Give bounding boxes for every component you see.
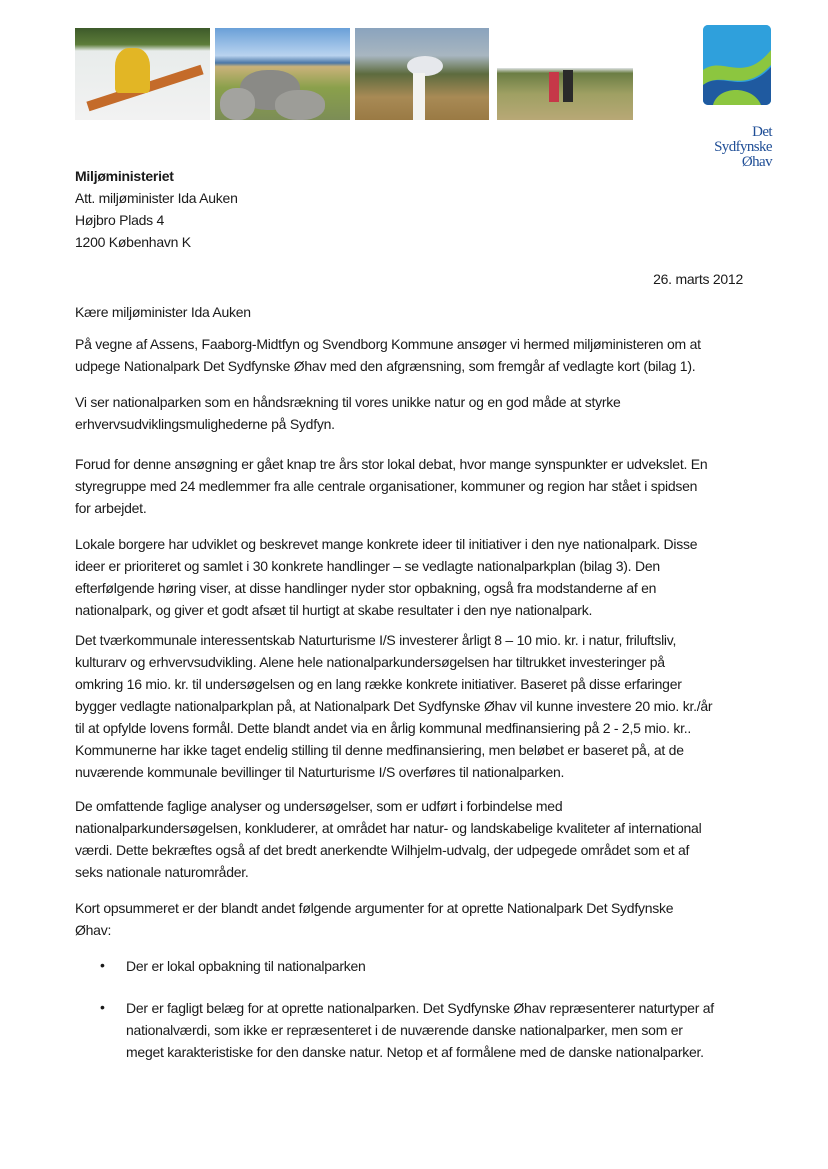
paragraph-line: bygger vedlagte nationalparkplan på, at Nationalpark Det Sydfynske Øhav vil kunne investere 20 mio. kr./år — [75, 698, 713, 714]
paragraph-line: Lokale borgere har udviklet og beskrevet mange konkrete ideer til initiativer i den nye nationalpark. Disse — [75, 536, 698, 552]
paragraph-line: nuværende kommunale bevillinger til Naturturisme I/S overføres til nationalparken. — [75, 764, 565, 780]
bullet-line: nationalværdi, som ikke er repræsenteret i de nuværende danske nationalparker, men som er — [126, 1022, 683, 1038]
paragraph-line: Kort opsummeret er der blandt andet følgende argumenter for at oprette Nationalpark Det Sydfynske — [75, 900, 674, 916]
logo-line: Øhav — [741, 154, 772, 170]
paragraph-line: nationalpark, og giver et godt afsæt til hurtigt at skabe resultater i den nye nationalpark. — [75, 602, 593, 618]
recipient-att: Att. miljøminister Ida Auken — [75, 190, 238, 206]
bullet-line: Der er fagligt belæg for at oprette nationalparken. Det Sydfynske Øhav repræsenterer naturtyper af — [126, 1000, 714, 1016]
bullet-line: meget karakteristiske for den danske natur. Netop et af formålene med de danske nationalparker. — [126, 1044, 704, 1060]
paragraph-line: De omfattende faglige analyser og undersøgelser, som er udført i forbindelse med — [75, 798, 563, 814]
paragraph — [75, 629, 712, 783]
bullet-item — [126, 997, 714, 1063]
paragraph — [75, 453, 707, 519]
bullet-icon: • — [100, 957, 105, 973]
bullet-item — [126, 955, 366, 977]
kayak-photo — [75, 28, 210, 120]
logo-line: Det — [752, 124, 772, 140]
paragraph-line: kulturarv og erhvervsudvikling. Alene hele nationalparkundersøgelsen har tiltrukket investeringer på — [75, 654, 665, 670]
tern-photo — [355, 28, 489, 120]
logo-line: Sydfynske — [714, 139, 772, 155]
recipient-org: Miljøministeriet — [75, 168, 174, 184]
greeting: Kære miljøminister Ida Auken — [75, 304, 251, 320]
paragraph-line: styregruppe med 24 medlemmer fra alle centrale organisationer, kommuner og region har stået i spidsen — [75, 478, 698, 494]
paragraph-line: Det tværkommunale interessentskab Naturturisme I/S investerer årligt 8 – 10 mio. kr. i natur, friluftsliv, — [75, 632, 677, 648]
paragraph — [75, 897, 673, 941]
paragraph-line: Kommunerne har ikke taget endelig stilling til denne medfinansiering, men beløbet er baseret på, at de — [75, 742, 684, 758]
paragraph-line: seks nationale naturområder. — [75, 864, 249, 880]
bullet-line: Der er lokal opbakning til nationalparken — [126, 958, 366, 974]
paragraph-line: til at opfylde lovens formål. Dette blandt andet via en årlig kommunal medfinansiering på 2 - 2,5 mio. kr.. — [75, 720, 692, 736]
paragraph-line: Øhav: — [75, 922, 112, 938]
paragraph-line: erhvervsudviklingsmulighederne på Sydfyn. — [75, 416, 335, 432]
paragraph-line: Forud for denne ansøgning er gået knap tre års stor lokal debat, hvor mange synspunkter er udvekslet. En — [75, 456, 708, 472]
paragraph — [75, 795, 701, 883]
letter-date: 26. marts 2012 — [653, 271, 743, 287]
logo-mark — [703, 25, 771, 105]
recipient-street: Højbro Plads 4 — [75, 212, 165, 228]
dolmen-photo — [215, 28, 350, 120]
paragraph-line: nationalparkundersøgelsen, konkluderer, at området har natur- og landskabelige kvaliteter af international — [75, 820, 702, 836]
paragraph-line: ideer er prioriteret og samlet i 30 konkrete handlinger – se vedlagte nationalparkplan (bilag 3). Den — [75, 558, 660, 574]
paragraph-line: omkring 16 mio. kr. til undersøgelsen og en lang række konkrete initiativer. Baseret på disse erfaringer — [75, 676, 682, 692]
bullet-icon: • — [100, 999, 105, 1015]
paragraph — [75, 391, 621, 435]
logo-text — [700, 125, 772, 170]
recipient-city: 1200 København K — [75, 234, 191, 250]
paragraph-line: værdi. Dette bekræftes også af det bredt anerkendte Wilhjelm-udvalg, der udpegede området som et af — [75, 842, 690, 858]
paragraph — [75, 533, 697, 621]
paragraph-line: Vi ser nationalparken som en håndsrækning til vores unikke natur og en god måde at styrke — [75, 394, 621, 410]
hikers-photo — [497, 68, 633, 120]
paragraph-line: efterfølgende høring viser, at disse handlinger nyder stor opbakning, også fra modstanderne af en — [75, 580, 657, 596]
paragraph-line: udpege Nationalpark Det Sydfynske Øhav med den afgrænsning, som fremgår af vedlagte kort (bilag 1). — [75, 358, 696, 374]
recipient-address — [75, 165, 238, 253]
paragraph-line: for arbejdet. — [75, 500, 147, 516]
paragraph — [75, 333, 701, 377]
paragraph-line: På vegne af Assens, Faaborg-Midtfyn og Svendborg Kommune ansøger vi hermed miljøministeren om at — [75, 336, 701, 352]
